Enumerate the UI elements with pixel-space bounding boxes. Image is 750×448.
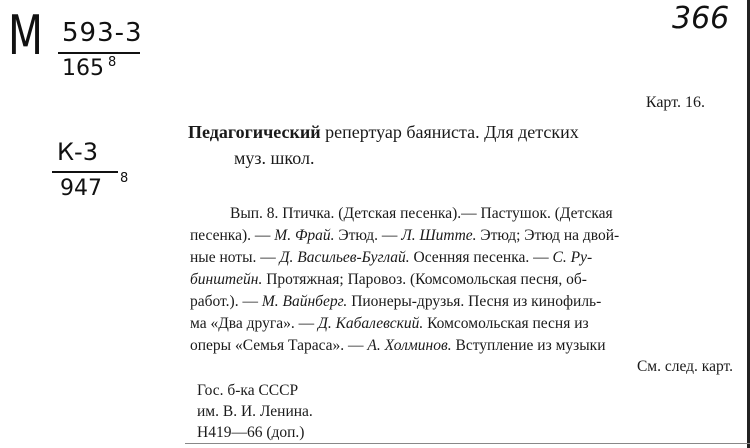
card-continuation: См. след. карт. (636, 358, 733, 375)
library-stamp-line: им. В. И. Ленина. (197, 403, 313, 420)
card-title-line1 (188, 120, 579, 144)
card-body (190, 203, 735, 357)
author-name: М. Вайнберг. (261, 293, 348, 310)
card-bottom-edge (185, 443, 750, 444)
body-text-segment: Вып. 8. Птичка. (Детская песенка).— Пастушок. (Детская (230, 205, 613, 222)
card-body-line (190, 203, 735, 225)
card-title-rest: репертуар баяниста. Для детских (320, 122, 579, 142)
card-body-line (190, 291, 735, 313)
body-text-segment: Этюд; Этюд на двой- (476, 227, 620, 244)
card-title-line2: муз. школ. (234, 148, 315, 168)
body-text-segment: песенка). — (190, 227, 275, 244)
library-stamp-line: Гос. б-ка СССР (197, 382, 299, 399)
author-name: Л. Шитте. (401, 227, 477, 244)
author-name: бинштейн. (190, 271, 263, 288)
handwritten-code-sup: 8 (120, 171, 129, 186)
body-text-segment: ные ноты. — (190, 249, 280, 266)
body-text-segment: Протяжная; Паровоз. (Комсомольская песня, об- (262, 271, 587, 288)
author-name: С. Ру- (552, 249, 593, 266)
card-number: Карт. 16. (645, 94, 705, 111)
library-stamp (197, 380, 313, 443)
handwritten-letter: M (8, 4, 43, 67)
card-body-line (190, 313, 735, 335)
author-name: М. Фрай. (274, 227, 335, 244)
handwritten-code-bottom: 947 (60, 176, 102, 201)
card-body-line (190, 335, 735, 357)
card-body-line (190, 225, 735, 247)
card-title-bold: Педагогический (188, 122, 321, 142)
body-text-segment: Комсомольская песня из (423, 315, 589, 332)
handwritten-shelf-top: 593-3 (62, 18, 143, 48)
body-text-segment: Вступление из музыки (451, 337, 606, 354)
author-name: Д. Кабалевский. (317, 315, 424, 332)
author-name: А. Холминов. (367, 337, 452, 354)
library-stamp-line: Н419—66 (доп.) (197, 424, 305, 441)
handwritten-shelf-bottom: 165 (62, 56, 104, 81)
card-body-line (190, 247, 735, 269)
body-text-segment: Этюд. — (334, 227, 402, 244)
handwritten-code-line (52, 171, 118, 173)
body-text-segment: работ.). — (190, 293, 262, 310)
handwritten-shelf-sup: 8 (108, 55, 117, 70)
handwritten-shelf-line (58, 52, 140, 54)
author-name: Д. Васильев-Буглай. (279, 249, 410, 266)
body-text-segment: Осенняя песенка. — (409, 249, 553, 266)
body-text-segment: ма «Два друга». — (190, 315, 318, 332)
body-text-segment: оперы «Семья Тараса». — (190, 337, 368, 354)
card-body-line (190, 269, 735, 291)
handwritten-code-top: К-3 (57, 138, 98, 166)
body-text-segment: Пионеры-друзья. Песня из кинофиль- (347, 293, 602, 310)
handwritten-number: 366 (672, 1, 730, 36)
